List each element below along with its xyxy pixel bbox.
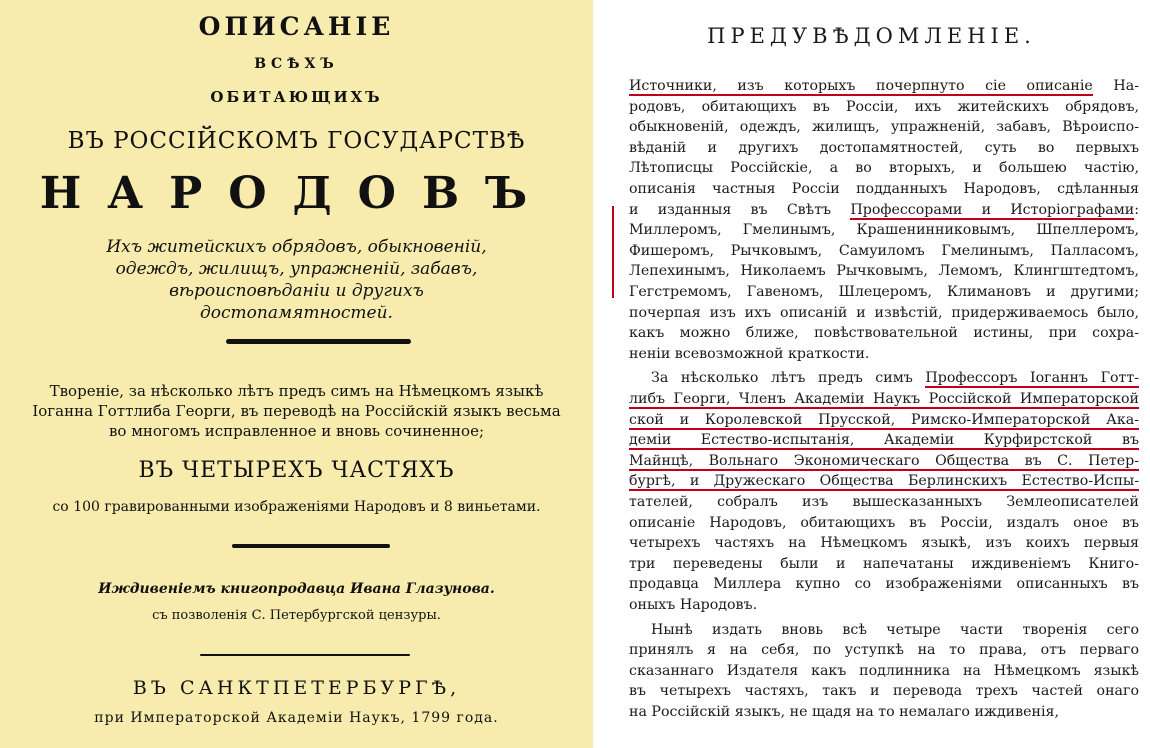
underlined-text: демiи Естество-испытанiя, Академiи Курфирстской въ bbox=[629, 432, 1139, 449]
preface-line bbox=[629, 430, 1139, 450]
preface-line bbox=[629, 97, 1139, 117]
preface-line bbox=[629, 513, 1139, 533]
subtitle: Ихъ житейскихъ обрядовъ, обыкновенiй, одеждъ, жилищъ, упражненiй, забавъ, вѣроисповѣданiи и другихъ достопамятностей. bbox=[106, 237, 487, 323]
preface-line bbox=[629, 471, 1139, 491]
text-run: родовъ, обитающихъ въ Россiи, ихъ житейскихъ обрядовъ, bbox=[629, 98, 1139, 115]
text-run: и изданныя въ Свѣтъ bbox=[629, 201, 851, 218]
preface-line bbox=[629, 241, 1139, 261]
preface-line bbox=[629, 554, 1139, 574]
preface-line bbox=[629, 200, 1139, 220]
text-run: Нынѣ издать вновь всѣ четыре части творенiя сего bbox=[651, 621, 1139, 638]
text-run: На- bbox=[1092, 78, 1139, 94]
preface-line bbox=[629, 344, 1139, 364]
preface-line bbox=[629, 640, 1139, 660]
title-line-3: ОБИТАЮЩИХЪ bbox=[210, 88, 383, 106]
ornamental-rule bbox=[232, 544, 390, 548]
underlined-text: бургѣ, и Дружескаго Общества Берлинскихъ Естество-Испы- bbox=[629, 473, 1139, 490]
text-run: Лепехинымъ, Николаемъ Рычковымъ, Лемомъ, Клингштедтомъ, bbox=[629, 263, 1139, 280]
preface-line bbox=[629, 303, 1139, 323]
parts-statement: ВЪ ЧЕТЫРЕХЪ ЧАСТЯХЪ bbox=[138, 458, 455, 483]
preface-line bbox=[651, 368, 1139, 388]
underlined-text: Майнцѣ, Вольнаго Экономическаго Общества въ С. Петер- bbox=[629, 452, 1139, 469]
underlined-text: Профессоръ Iоганнъ Готт- bbox=[925, 370, 1139, 387]
text-run: Миллеромъ, Гмелинымъ, Крашенинниковымъ, Шпеллеромъ, bbox=[629, 222, 1139, 239]
preface-line bbox=[629, 595, 1139, 615]
text-run: принялъ я на себя, по уступкѣ на то права, отъ перваго bbox=[629, 642, 1139, 659]
title-line-1: ОПИСАНIЕ bbox=[198, 12, 395, 41]
ornamental-rule bbox=[200, 654, 410, 656]
ornamental-rule bbox=[226, 339, 411, 344]
censorship-line: съ позволенiя С. Петербургской цензуры. bbox=[152, 608, 441, 623]
text-run: тателей, собралъ изъ вышесказанныхъ Землеописателей bbox=[629, 494, 1139, 510]
text-run: Фишеромъ, Рычковымъ, Самуиломъ Гмелинымъ, Палласомъ, bbox=[629, 242, 1139, 259]
text-run: оныхъ Народовъ. bbox=[629, 597, 758, 613]
underlined-text: Профессорами и Исторiографами bbox=[850, 201, 1135, 218]
text-run: Гегстремомъ, Гавеномъ, Шлецеромъ, Климановъ и другими; bbox=[629, 284, 1139, 300]
preface-line bbox=[629, 179, 1139, 199]
preface-line bbox=[629, 389, 1139, 409]
title-line-4: ВЪ РОССIЙСКОМЪ ГОСУДАРСТВѢ bbox=[67, 128, 526, 154]
margin-annotation-bar bbox=[612, 206, 614, 298]
preface-line bbox=[629, 681, 1139, 701]
preface-line bbox=[651, 620, 1139, 640]
preface-line bbox=[629, 261, 1139, 281]
preface-line bbox=[629, 282, 1139, 302]
preface-line bbox=[629, 323, 1139, 343]
preface-line bbox=[629, 410, 1139, 430]
preface-line bbox=[629, 76, 1139, 96]
preface-line bbox=[629, 220, 1139, 240]
author-statement: Творенiе, за нѣсколько лѣтъ предъ симъ на Нѣмецкомъ языкѣ Iоганна Готтлиба Георги, въ переводѣ на Россiйскiй языкъ весьма во многомъ исправленное и вновь сочиненное; bbox=[32, 382, 561, 440]
press-line: при Императорской Академiи Наукъ, 1799 года. bbox=[94, 710, 499, 726]
text-run: три переведены были и напечатаны иждивенiемъ Книго- bbox=[629, 555, 1139, 572]
text-run: описанiя частныя Россiи подданныхъ Народовъ, сдѣланныя bbox=[629, 181, 1139, 197]
title-line-2: ВСѢХЪ bbox=[254, 56, 339, 72]
text-run: обыкновенiй, одеждъ, жилищъ, упражненiй, забавъ, Вѣроиспо- bbox=[629, 119, 1139, 136]
preface-line bbox=[629, 492, 1139, 512]
preface-line bbox=[629, 117, 1139, 137]
city-line: ВЪ САНКТПЕТЕРБУРГѢ, bbox=[132, 677, 461, 699]
text-run: сказаннаго Издателя какъ подлинника на Нѣмецкомъ языкѣ bbox=[629, 662, 1139, 679]
preface-line bbox=[629, 574, 1139, 594]
text-run: За нѣсколько лѣтъ предъ симъ bbox=[651, 370, 926, 387]
preface-line bbox=[629, 138, 1139, 158]
text-run: въ четырехъ частяхъ, такъ и перевода трехъ частей онаго bbox=[629, 683, 1139, 700]
text-run: : bbox=[1134, 201, 1139, 218]
preface-line bbox=[629, 533, 1139, 553]
underlined-text: либъ Георги, Членъ Академiи Наукъ Россiйской Императорской bbox=[629, 391, 1139, 407]
preface-line bbox=[629, 451, 1139, 471]
engravings-statement: со 100 гравированными изображенiями Народовъ и 8 виньетами. bbox=[52, 499, 541, 515]
text-run: какъ можно ближе, повѣствовательной истины, при сохра- bbox=[629, 325, 1139, 342]
text-run: почерпая изъ ихъ описанiй и извѣстiй, придерживаемось было, bbox=[629, 304, 1139, 321]
text-run: вѣданiй и другихъ достопамятностей, суть во первыхъ bbox=[629, 139, 1139, 156]
preface-line bbox=[629, 158, 1139, 178]
text-run: Лѣтописцы Россiйскiе, а во вторыхъ, и большею частiю, bbox=[629, 160, 1139, 177]
preface-page bbox=[593, 0, 1150, 748]
text-run: продавца Миллера купно со изображенiями описанныхъ въ bbox=[629, 576, 1139, 593]
preface-line bbox=[629, 702, 1139, 722]
publisher-line: Иждивенiемъ книгопродавца Ивана Глазунова. bbox=[98, 581, 495, 597]
underlined-text: Источники, изъ которыхъ почерпнуто сiе описанiе bbox=[629, 78, 1093, 94]
preface-line bbox=[629, 661, 1139, 681]
text-run: на Россiйскiй языкъ, не щадя на то немалаго иждивенiя, bbox=[629, 704, 1059, 720]
underlined-text: ской и Королевской Прусской, Римско-Императорской Ака- bbox=[629, 411, 1139, 428]
preface-heading: ПРЕДУВѢДОМЛЕНIЕ. bbox=[707, 24, 1036, 48]
text-run: описанiе Народовъ, обитающихъ въ Россiи, издалъ оное въ bbox=[629, 514, 1139, 531]
title-main: НАРОДОВЪ bbox=[39, 168, 554, 219]
text-run: ненiи всевозможной краткости. bbox=[629, 345, 870, 362]
text-run: четырехъ частяхъ на Нѣмецкомъ языкѣ, изъ коихъ первыя bbox=[629, 535, 1139, 552]
